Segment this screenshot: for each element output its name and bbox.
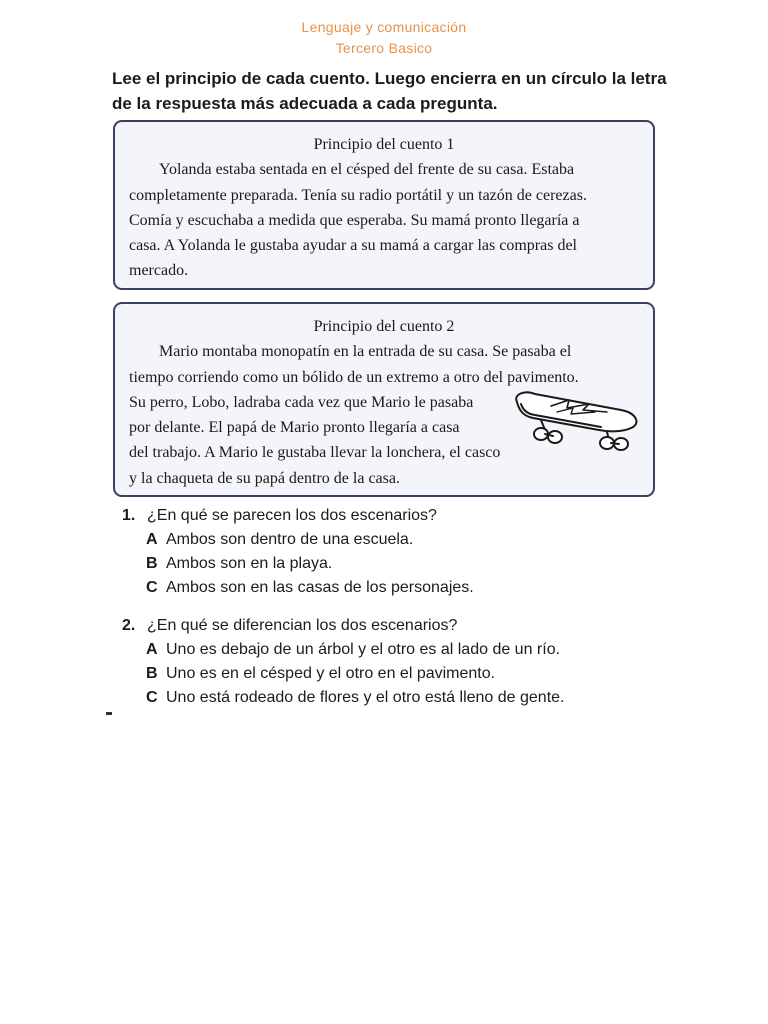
grade-header: Tercero Basico — [335, 40, 433, 56]
option-text: Ambos son en las casas de los personajes. — [166, 579, 474, 596]
story-line: Comía y escuchaba a medida que esperaba. Su mamá pronto llegaría a — [129, 211, 580, 229]
scan-mark — [106, 712, 112, 715]
option-letter: B — [146, 665, 158, 682]
skateboard-illustration — [511, 390, 643, 454]
answer-option[interactable] — [122, 689, 682, 713]
option-letter: C — [146, 579, 158, 596]
option-text: Ambos son dentro de una escuela. — [166, 531, 414, 548]
story-line: por delante. El papá de Mario pronto llegaría a casa — [129, 419, 460, 437]
story-line: casa. A Yolanda le gustaba ayudar a su mamá a cargar las compras del — [129, 237, 577, 255]
answer-option[interactable] — [122, 641, 682, 665]
story-line: del trabajo. A Mario le gustaba llevar la lonchera, el casco — [129, 444, 501, 462]
questions — [122, 507, 682, 713]
story-title: Principio del cuento 2 — [313, 318, 455, 335]
instructions-line-1: Lee el principio de cada cuento. Luego encierra en un círculo la letra — [112, 69, 667, 88]
answer-option[interactable] — [122, 665, 682, 689]
story-line: Yolanda estaba sentada en el césped del frente de su casa. Estaba — [159, 161, 575, 179]
question-2 — [122, 617, 682, 713]
option-text: Ambos son en la playa. — [166, 555, 333, 572]
option-letter: A — [146, 641, 158, 658]
question-1 — [122, 507, 682, 603]
story-line: y la chaqueta de su papá dentro de la casa. — [129, 469, 400, 487]
question-text: ¿En qué se parecen los dos escenarios? — [147, 507, 437, 524]
story-box-1 — [113, 120, 655, 290]
option-text: Uno es en el césped y el otro en el pavimento. — [166, 665, 496, 682]
option-letter: B — [146, 555, 158, 572]
question-text: ¿En qué se diferencian los dos escenarios? — [147, 617, 458, 634]
option-text: Uno está rodeado de flores y el otro está lleno de gente. — [166, 689, 565, 706]
story-line: mercado. — [129, 262, 189, 280]
story-box-2 — [113, 302, 655, 497]
instructions — [112, 66, 672, 116]
question-number: 2. — [122, 617, 136, 634]
story-line: tiempo corriendo como un bólido de un extremo a otro del pavimento. — [129, 368, 579, 386]
answer-option[interactable] — [122, 555, 682, 579]
instructions-line-2: de la respuesta más adecuada a cada pregunta. — [112, 94, 498, 113]
story-line: completamente preparada. Tenía su radio portátil y un tazón de cerezas. — [129, 186, 587, 204]
story-line: Mario montaba monopatín en la entrada de su casa. Se pasaba el — [159, 343, 572, 361]
question-number: 1. — [122, 507, 136, 524]
story-line: Su perro, Lobo, ladraba cada vez que Mario le pasaba — [129, 393, 474, 411]
option-letter: C — [146, 689, 158, 706]
answer-option[interactable] — [122, 579, 682, 603]
option-text: Uno es debajo de un árbol y el otro es al lado de un río. — [166, 641, 561, 658]
subject-header: Lenguaje y comunicación — [301, 19, 467, 35]
answer-option[interactable] — [122, 531, 682, 555]
story-title: Principio del cuento 1 — [313, 136, 455, 153]
option-letter: A — [146, 531, 158, 548]
